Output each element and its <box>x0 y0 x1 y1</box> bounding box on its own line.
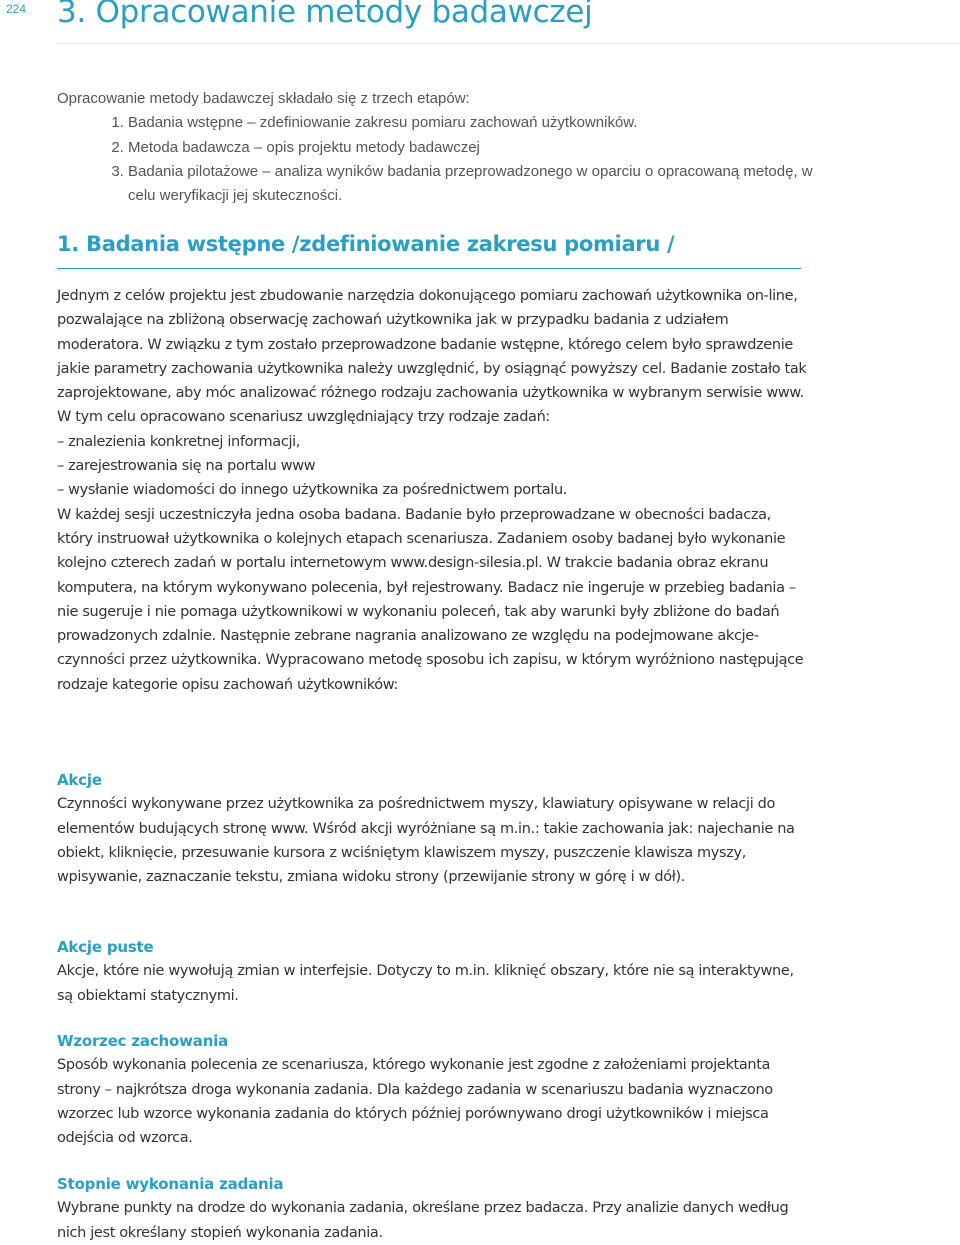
body-paragraph: Jednym z celów projektu jest zbudowanie narzędzia dokonującego pomiaru zachowań użytkownika on-line, pozwalające na zbliżoną obserwację zachowań użytkownika jak w przypadku badania z udziałem moderatora. W związku z tym zostało przeprowadzone badanie wstępne, którego celem było sprawdzenie jakie parametry zachowania użytkownika należy uwzględnić, by osiągnąć powyższy cel. Badanie zostało tak zaprojektowane, aby móc analizować różnego rodzaju zachowania użytkownika w wybranym serwisie www. <box>57 288 807 402</box>
page-number: 224 <box>6 2 27 16</box>
category-title: Wzorzec zachowania <box>57 1032 229 1050</box>
section-heading: 1. Badania wstępne /zdefiniowanie zakresu pomiaru / <box>57 232 675 256</box>
category-text: Czynności wykonywane przez użytkownika za pośrednictwem myszy, klawiatury opisywane w relacji do elementów budujących stronę www. Wśród akcji wyróżniane są m.in.: takie zachowania jak: najechanie na obiekt, kliknięcie, przesuwanie kursora z wciśniętym klawiszem myszy, puszczenie klawisza myszy, wpisywanie, zaznaczanie tekstu, zmiana widoku strony (przewijanie strony w górę i w dół). <box>57 796 795 886</box>
intro-lead: Opracowanie metody badawczej składało się z trzech etapów: <box>57 90 470 107</box>
body-paragraph: W tym celu opracowano scenariusz uwzględniający trzy rodzaje zadań: <box>57 409 550 426</box>
task-item: – zarejestrowania się na portalu www <box>57 454 807 478</box>
body-paragraph: W każdej sesji uczestniczyła jedna osoba badana. Badanie było przeprowadzane w obecności badacza, który instruował użytkownika o kolejnych etapach scenariusza. Zadaniem osoby badanej było wykonanie kolejno czterech zadań w portalu internetowym www.design-silesia.pl. W trakcie badania obraz ekranu komputera, na którym wykonywano polecenia, był rejestrowany. Badacz nie ingeruje w przebieg badania – nie sugeruje i nie pomaga użytkownikowi w wykonaniu poleceń, tak aby warunki były zbliżone do badań prowadzonych zdalnie. Następnie zebrane nagrania analizowano ze względu na podejmowane akcje-czynności przez użytkownika. Wypracowano metodę sposobu ich zapisu, w którym wyróżniono następujące rodzaje kategorie opisu zachowań użytkowników: <box>57 506 804 693</box>
category-wzorzec-zachowania <box>57 1029 807 1150</box>
stage-item: 3. Badania pilotażowe – analiza wyników badania przeprowadzonego w oparciu o opracowaną metodę, w celu weryfikacji jej skuteczności. <box>128 160 817 209</box>
category-title: Akcje <box>57 771 102 789</box>
task-item: – wysłanie wiadomości do innego użytkownika za pośrednictwem portalu. <box>57 478 807 502</box>
category-akcje <box>57 768 807 889</box>
category-stopnie-wykonania <box>57 1172 807 1245</box>
category-text: Akcje, które nie wywołują zmian w interfejsie. Dotyczy to m.in. kliknięć obszary, które nie są interaktywne, są obiektami statycznymi. <box>57 963 794 1004</box>
stage-list <box>57 111 817 208</box>
intro-block <box>57 87 817 208</box>
category-title: Akcje puste <box>57 938 154 956</box>
task-item: – znalezienia konkretnej informacji, <box>57 430 807 454</box>
stage-item: 2. Metoda badawcza – opis projektu metody badawczej <box>128 136 817 160</box>
section-divider <box>57 268 801 269</box>
stage-item: 1. Badania wstępne – zdefiniowanie zakresu pomiaru zachowań użytkowników. <box>128 111 817 135</box>
category-akcje-puste <box>57 935 807 1008</box>
chapter-title: 3. Opracowanie metody badawczej <box>57 0 593 30</box>
category-text: Wybrane punkty na drodze do wykonania zadania, określane przez badacza. Przy analizie danych według nich jest określany stopień wykonania zadania. <box>57 1200 789 1241</box>
chapter-divider <box>57 43 960 44</box>
section-body <box>57 284 807 697</box>
category-text: Sposób wykonania polecenia ze scenariusza, którego wykonanie jest zgodne z założeniami projektanta strony – najkrótsza droga wykonania zadania. Dla każdego zadania w scenariuszu badania wyznaczono wzorzec lub wzorce wykonania zadania do których później porównywano drogi użytkowników i miejsca odejścia od wzorca. <box>57 1057 773 1147</box>
category-title: Stopnie wykonania zadania <box>57 1175 284 1193</box>
